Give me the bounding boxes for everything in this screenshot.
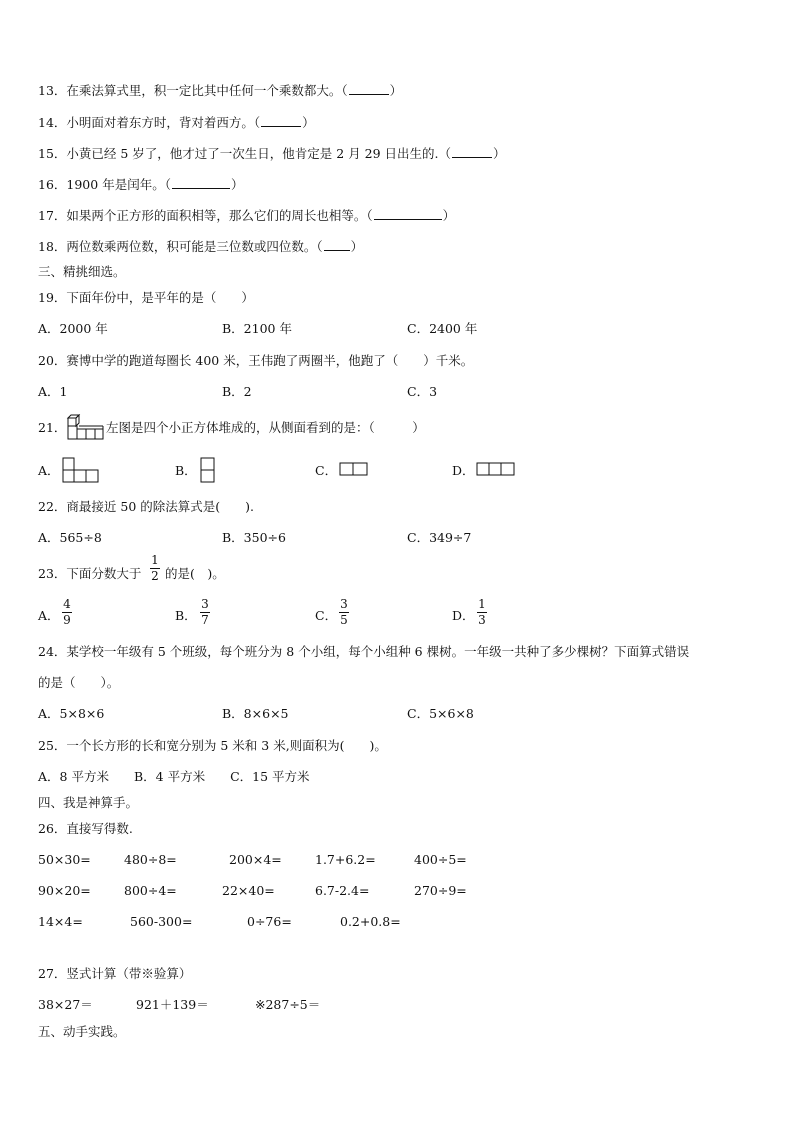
calc-item: 400÷5= (414, 852, 467, 867)
question-text: 小明面对着东方时，背对着西方。（ (66, 115, 261, 130)
close-paren: ） (493, 146, 506, 161)
option-b[interactable]: B． (175, 608, 197, 623)
option-a[interactable]: A．2000 年 (38, 321, 108, 336)
calc-item: 14×4= (38, 914, 83, 929)
question-16 (38, 178, 243, 192)
option-d-shape (476, 462, 516, 476)
question-24-line-2: 的是（ ）。 (38, 675, 120, 690)
close-paren: ） (442, 208, 456, 223)
option-b[interactable]: B．2 (222, 384, 252, 399)
question-number: 21． (38, 420, 67, 435)
calc-item: 480÷8= (124, 852, 177, 867)
question-20: 20．赛博中学的跑道每圈长 400 米，王伟跑了两圈半，他跑了（ ）千米。 (38, 353, 474, 368)
question-number: 18． (38, 239, 67, 254)
question-18 (38, 240, 363, 254)
calc-item: 90×20= (38, 883, 91, 898)
question-number: 16． (38, 177, 67, 192)
option-a[interactable]: A．5×8×6 (38, 706, 105, 721)
option-a-fraction: 4 9 (63, 597, 71, 627)
question-27-title: 27．竖式计算（带※验算） (38, 966, 192, 981)
option-c[interactable]: C． (315, 463, 338, 478)
close-paren: ） (230, 177, 244, 192)
question-text: 两位数乘两位数，积可能是三位数或四位数。（ (66, 239, 323, 254)
calc-item: 800÷4= (124, 883, 177, 898)
calc-item: 0.2+0.8= (340, 914, 401, 929)
close-paren: ） (389, 83, 403, 98)
question-23-text-after: 的是( )。 (165, 566, 225, 581)
option-d[interactable]: D． (452, 463, 475, 478)
option-b[interactable]: B．8×6×5 (222, 706, 289, 721)
calc-item: 1.7+6.2= (315, 852, 376, 867)
question-14 (38, 116, 315, 130)
calc-item: 921＋139＝ (136, 997, 209, 1012)
section-heading-4: 四、我是神算手。 (38, 795, 139, 810)
fraction-one-half: 1 2 (151, 553, 159, 583)
question-number: 14． (38, 115, 67, 130)
calc-item: 50×30= (38, 852, 91, 867)
option-a[interactable]: A．565÷8 (38, 530, 102, 545)
question-text: 1900 年是闰年。（ (66, 177, 171, 192)
answer-blank[interactable] (452, 147, 492, 158)
question-number: 13． (38, 83, 67, 98)
option-d[interactable]: D． (452, 608, 475, 623)
section-heading-5: 五、动手实践。 (38, 1024, 126, 1039)
section-heading-3: 三、精挑细选。 (38, 264, 126, 279)
answer-blank[interactable] (349, 84, 389, 95)
option-a[interactable]: A． (38, 463, 60, 478)
option-a[interactable]: A． (38, 608, 60, 623)
question-text: 在乘法算式里，积一定比其中任何一个乘数都大。（ (66, 83, 348, 98)
question-22: 22．商最接近 50 的除法算式是( ). (38, 499, 254, 514)
close-paren: ） (350, 239, 364, 254)
option-b-shape (200, 457, 216, 483)
question-15 (38, 147, 506, 161)
answer-blank[interactable] (172, 178, 230, 189)
calc-item: 560-300= (130, 914, 193, 929)
calc-item: 200×4= (229, 852, 282, 867)
calc-item: 0÷76= (247, 914, 292, 929)
question-text: 小黄已经 5 岁了，他才过了一次生日，他肯定是 2 月 29 日出生的.（ (66, 146, 452, 161)
question-25: 25．一个长方形的长和宽分别为 5 米和 3 米,则面积为( )。 (38, 738, 387, 753)
option-c[interactable]: C．5×6×8 (407, 706, 474, 721)
calc-item: ※287÷5＝ (255, 997, 321, 1012)
option-a[interactable]: A．1 (38, 384, 68, 399)
question-text: 左图是四个小正方体堆成的，从侧面看到的是：（ ） (106, 420, 425, 435)
calc-item: 22×40= (222, 883, 275, 898)
stacked-cubes-figure (64, 414, 106, 442)
option-c-shape (339, 462, 369, 476)
option-c-fraction: 3 5 (340, 597, 348, 627)
option-d-fraction: 1 3 (478, 597, 486, 627)
question-17 (38, 209, 455, 223)
option-c[interactable]: C．3 (407, 384, 438, 399)
option-b-fraction: 3 7 (201, 597, 209, 627)
question-text: 如果两个正方形的面积相等，那么它们的周长也相等。（ (66, 208, 373, 223)
question-23-text: 23．下面分数大于 (38, 566, 142, 581)
calc-item: 38×27＝ (38, 997, 93, 1012)
close-paren: ） (302, 115, 315, 130)
calc-item: 6.7-2.4= (315, 883, 370, 898)
option-b[interactable]: B．350÷6 (222, 530, 286, 545)
calc-item: 270÷9= (414, 883, 467, 898)
question-24-line-1: 24．某学校一年级有 5 个班级，每个班分为 8 个小组，每个小组种 6 棵树。一年级一共种了多少棵树？下面算式错误 (38, 644, 690, 659)
option-b[interactable]: B．2100 年 (222, 321, 292, 336)
question-13 (38, 84, 402, 98)
question-25-options[interactable]: A．8 平方米 B．4 平方米 C．15 平方米 (38, 769, 310, 784)
option-c[interactable]: C．2400 年 (407, 321, 478, 336)
question-number: 17． (38, 208, 67, 223)
answer-blank[interactable] (374, 209, 442, 220)
question-number: 15． (38, 146, 67, 161)
answer-blank[interactable] (324, 240, 350, 251)
answer-blank[interactable] (261, 116, 301, 127)
option-c[interactable]: C．349÷7 (407, 530, 472, 545)
question-26-title: 26．直接写得数. (38, 821, 133, 836)
option-c[interactable]: C． (315, 608, 338, 623)
question-19: 19．下面年份中，是平年的是（ ） (38, 290, 254, 305)
option-a-shape (62, 457, 100, 483)
option-b[interactable]: B． (175, 463, 197, 478)
